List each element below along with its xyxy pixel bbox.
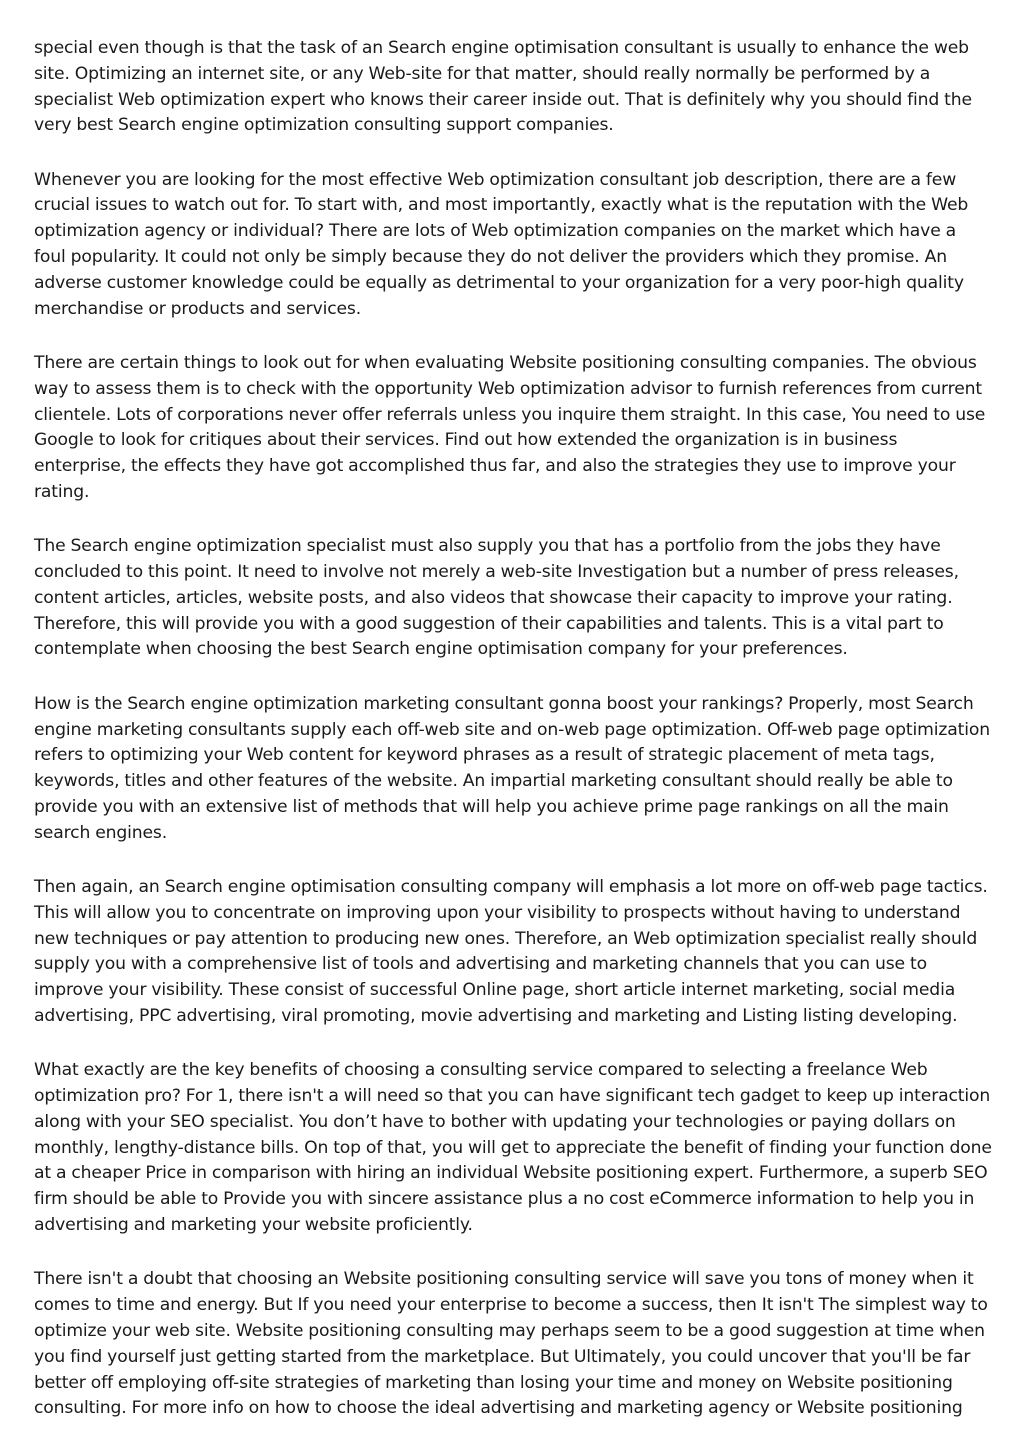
paragraph-3: There are certain things to look out for when evaluating Website positioning consulting companies. The obvious way to assess them is to check with the opportunity Web optimization advisor to furnish references from current clientele. Lots of corporations never offer referrals unless you inquire them straight. In this case, You need to use Google to look for critiques about their services. Find out how extended the organization is in business enterprise, the effects they have got accomplished thus far, and also the strategies they use to improve your rating. bbox=[34, 352, 986, 502]
paragraph-7: What exactly are the key benefits of choosing a consulting service compared to selecting a freelance Web optimization pro? For 1, there isn't a will need so that you can have significant tech gadget to keep up interaction along with your SEO specialist. You don’t have to bother with updating your technologies or paying dollars on monthly, lengthy-distance bills. On top of that, you will get to appreciate the benefit of finding your function done at a cheaper Price in comparison with hiring an individual Website positioning expert. Furthermore, a superb SEO firm should be able to Provide you with sincere assistance plus a no cost eCommerce information to help you in advertising and marketing your website proficiently. bbox=[34, 1060, 992, 1236]
paragraph-6: Then again, an Search engine optimisation consulting company will emphasis a lot more on off-web page tactics. This will allow you to concentrate on improving upon your visibility to prospects without having to understand new techniques or pay attention to producing new ones. Therefore, an Web optimization specialist really should supply you with a comprehensive list of tools and advertising and marketing channels that you can use to improve your visibility. These consist of successful Online page, short article internet marketing, social media advertising, PPC advertising, viral promoting, movie advertising and marketing and Listing listing developing. bbox=[34, 877, 988, 1026]
paragraph-8: There isn't a doubt that choosing an Website positioning consulting service will save you tons of money when it comes to time and energy. But If you need your enterprise to become a success, then It isn't The simplest way to optimize your web site. Website positioning consulting may perhaps seem to be a good suggestion at time when you find yourself just getting started from the marketplace. But Ultimately, you could uncover that you'll be far better off employing off-site strategies of marketing than losing your time and money on Website positioning consulting. For more info on how to choose the ideal advertising and marketing agency or Website positioning bbox=[34, 1269, 988, 1419]
paragraph-2: Whenever you are looking for the most effective Web optimization consultant job description, there are a few crucial issues to watch out for. To start with, and most importantly, exactly what is the reputation with the Web optimization agency or individual? There are lots of Web optimization companies on the market which have a foul popularity. It could not only be simply because they do not deliver the providers which they promise. An adverse customer knowledge could be equally as detrimental to your organization for a very poor-high quality merchandise or products and services. bbox=[34, 169, 969, 319]
paragraph-5: How is the Search engine optimization marketing consultant gonna boost your rankings? Properly, most Search engine marketing consultants supply each off-web site and on-web page optimization. Off-web page optimization refers to optimizing your Web content for keyword phrases as a result of strategic placement of meta tags, keywords, titles and other features of the website. An impartial marketing consultant should really be able to provide you with an extensive list of methods that will help you achieve prime page rankings on all the main search engines. bbox=[34, 693, 990, 843]
paragraph-1: special even though is that the task of an Search engine optimisation consultant is usually to enhance the web site. Optimizing an internet site, or any Web-site for that matter, should really normally be performed by a specialist Web optimization expert who knows their career inside out. That is definitely why you should find the very best Search engine optimization consulting support companies. bbox=[34, 38, 972, 136]
document-page bbox=[34, 36, 992, 1451]
paragraph-4: The Search engine optimization specialist must also supply you that has a portfolio from the jobs they have concluded to this point. It need to involve not merely a web-site Investigation but a number of press releases, content articles, articles, website posts, and also videos that showcase their capacity to improve your rating. Therefore, this will provide you with a good suggestion of their capabilities and talents. This is a vital part to contemplate when choosing the best Search engine optimisation company for your preferences. bbox=[34, 536, 959, 660]
